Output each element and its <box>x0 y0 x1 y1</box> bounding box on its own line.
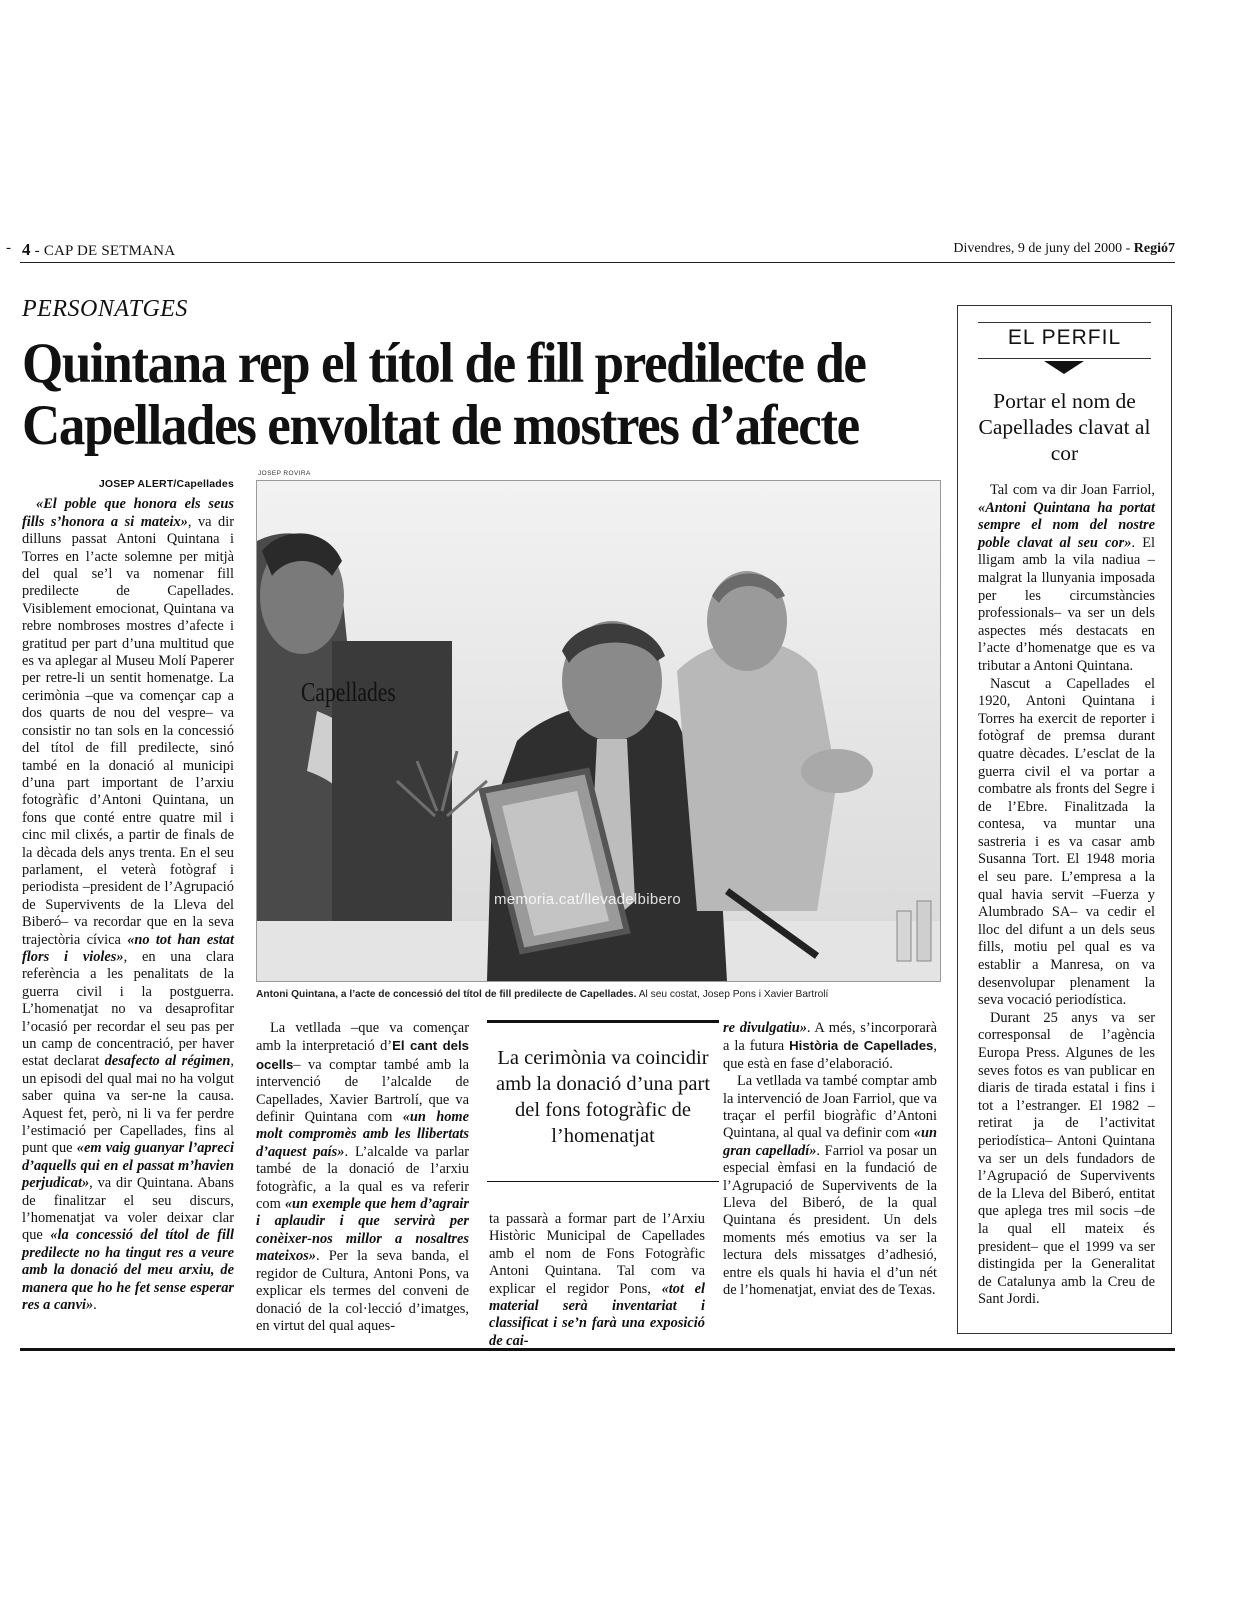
quote: «un gran capelladí» <box>723 1125 937 1159</box>
article-section: PERSONATGES <box>22 296 188 322</box>
page-header-left <box>22 240 175 260</box>
page-header-right <box>953 241 1175 257</box>
quote: «em vaig guanyar l’apreci d’aquells qui en el passat m’havien perjudicat» <box>22 1140 235 1192</box>
body-text: . Per la seva banda, el regidor de Cultura, Antoni Pons, va explicar els termes del conveni de donació de la col·lecció d’imatges, en virtut del qual aques- <box>256 1248 469 1334</box>
header-dash: - <box>6 240 11 256</box>
byline: JOSEP ALERT/Capellades <box>98 478 234 490</box>
section-name: CAP DE SETMANA <box>43 243 176 259</box>
article-column-1 <box>22 476 234 1315</box>
body-text: . El lligam amb la vila nadiua –malgrat la llunyania imposada per les circumstàncies professionals– va ser un dels aspectes més destacats en l’acte d’homenatge que es va tributar a Antoni Quintana. <box>978 534 1156 674</box>
quote: «un home molt compromès amb les llibertats d’aquest país» <box>256 1109 469 1160</box>
quote: re divulgatiu» <box>723 1020 807 1036</box>
headline: Quintana rep el títol de fill predilecte de Capellades envoltat de mostres d’afecte <box>22 332 866 457</box>
sidebar-label: EL PERFIL <box>1007 326 1122 349</box>
page-number: 4 <box>22 240 31 259</box>
sidebar-rule-bottom <box>978 358 1151 359</box>
photo-credit: JOSEP ROVIRA <box>258 470 311 477</box>
newspaper-name: Regió7 <box>1133 241 1175 256</box>
body-text: . <box>93 1297 97 1314</box>
body-text: . L’alcalde va parlar també de la donació de l’arxiu fotogràfic, a la qual es va referir com <box>256 1143 469 1213</box>
body-text: , va dir Quintana. Abans de finalitzar el seu discurs, l’homenatjat va voler deixar clar que <box>22 1175 234 1244</box>
quote: «la concessió del títol de fill predilecte no ha tingut res a veure amb la donació del meu arxiu, de manera que ho he fet sense esperar res a canvi» <box>22 1227 234 1314</box>
body-text: , un episodi del qual mai no ha volgut saber quina va ser-ne la causa. Aquest fet, però, ni li va fer perdre l’estimació per Capellades, fins al punt que <box>22 1053 234 1157</box>
quote: «un exemple que hem d’agrair i aplaudir i que servirà per conèixer-nos millor a nosaltres mateixos» <box>256 1196 469 1265</box>
pull-quote: La cerimònia va coincidir amb la donació d’una part del fons fotogràfic de l’homenatjat <box>487 1020 719 1182</box>
article-column-4 <box>723 1020 937 1300</box>
watermark: memoria.cat/llevadelbibero <box>494 891 682 908</box>
issue-date: Divendres, 9 de juny del 2000 <box>953 241 1123 256</box>
photo-sign-text: Capellades <box>301 677 396 707</box>
bold-title: El cant dels ocells <box>256 1038 470 1072</box>
quote: «El poble que honora els seus fills s’honora a si mateix» <box>22 496 234 530</box>
caption-bold: Antoni Quintana, a l’acte de concessió del títol de fill predilecte de Capellades. <box>256 989 637 1000</box>
body-text: , en una clara referència a les penalitats de la guerra civil i la postguerra. L’homenatjat no va desaprofitar l’ocasió per recordar el seu pas per un camp de concentració, per haver estat declarat <box>22 948 234 1070</box>
article-column-2 <box>256 1020 469 1335</box>
header-separator: - <box>34 243 40 259</box>
photo-caption <box>256 989 946 1000</box>
quote: desafecto al régimen <box>104 1053 231 1070</box>
sidebar-body <box>978 482 1155 1309</box>
sidebar-rule-top <box>978 322 1151 323</box>
sidebar-paragraph: Nascut a Capellades el 1920, Antoni Quintana i Torres ha exercit de reporter i fotògraf de premsa durant quatre dècades. L’esclat de la guerra civil el va portar a combatre als fronts del Segre i de l’Ebre. Finalitzada la contesa, va muntar una sastreria i es va casar amb Susanna Tort. El 1948 moria el seu pare. L’empresa a la qual havia servit –Fuerza y Alumbrado SA– va cedir el lloc del difunt a un dels seus fills, motiu pel qual es va establir a Manresa, on va desenvolupar plenament la seva vocació periodística. <box>978 675 1155 1009</box>
footer-rule <box>20 1348 1175 1351</box>
body-text: , que està en fase d’elaboració. <box>723 1038 938 1072</box>
header-separator-right: - <box>1125 241 1134 256</box>
sidebar-arrow-icon <box>1044 361 1084 374</box>
body-text: La vetllada –que va començar amb la interpretació d’ <box>256 1020 469 1055</box>
quote: «Antoni Quintana ha portat sempre el nom del nostre poble clavat al seu cor» <box>978 499 1155 551</box>
body-text: – va comptar també amb la intervenció de l’alcalde de Capellades, Xavier Bartrolí, que va definir Quintana com <box>256 1056 469 1126</box>
quote: «no tot han estat flors i violes» <box>22 931 234 965</box>
quote: «tot el material serà inventariat i classificat i se’n farà una exposició de cai- <box>489 1280 706 1349</box>
header-rule <box>20 262 1175 263</box>
bold-title: Història de Capellades <box>789 1038 934 1054</box>
body-text: , va dir dilluns passat Antoni Quintana i Torres en l’acte solemne per mitjà del qual se’l va nomenar fill predilecte de Capellades. Visiblement emocionat, Quintana va rebre nombroses mostres d’afecte i gratitud per part d’una multitud que es va aplegar al Museu Molí Paperer per retre-li un sentit homenatge. La cerimònia –que va començar cap a dos quarts de nou del vespre– va consistir no tan sols en la concessió del títol de fill predilecte, sinó també en la donació al municipi d’una part important de l’arxiu fotogràfic d’Antoni Quintana, un fons que conté entre quatre mil i cinc mil clixés, a partir de finals de la dècada dels anys trenta. En el seu parlament, el veterà fotògraf i periodista –president de l’Agrupació de Supervivents de la Lleva del Biberó– va recordar que en la seva trajectòria cívica <box>22 513 234 948</box>
article-column-3 <box>489 1211 705 1350</box>
body-text: Tal com va dir Joan Farriol, <box>990 482 1155 498</box>
body-text: . A més, s’incorporarà a la futura <box>723 1020 937 1055</box>
body-text: . Farriol va posar un especial èmfasi en la fundació de l’Agrupació de Supervivents de la Lleva del Biberó, de la qual Quintana és president. Un dels moments més emotius va ser la lectura dels missatges d’adhesió, entre els quals hi havia el d’un nét de l’homenatjat, enviat des de Texas. <box>723 1142 937 1299</box>
profile-sidebar <box>957 305 1172 1334</box>
caption-rest: Al seu costat, Josep Pons i Xavier Bartrolí <box>636 989 829 1000</box>
sidebar-paragraph: Durant 25 anys va ser corresponsal de l’agència Europa Press. Algunes de les seves fotos es van publicar en diaris de tirada estatal i fins i tot a l’estranger. El 1982 –retirat ja de l’activitat periodística– Antoni Quintana va ser un dels fundadors de l’Agrupació de Supervivents de la Lleva del Biberó, entitat que aplega tres mil socis –de la qual ell mateix és president– que el 1999 va ser distingida per la Generalitat de Catalunya amb la Creu de Sant Jordi. <box>978 1009 1155 1308</box>
body-text: ta passarà a formar part de l’Arxiu Històric Municipal de Capellades amb el nom de Fons Fotogràfic Antoni Quintana. Tal com va explicar el regidor Pons, <box>489 1211 705 1297</box>
sidebar-title: Portar el nom de Capellades clavat al cor <box>978 389 1151 465</box>
body-text: La vetllada va també comptar amb la intervenció de Joan Farriol, que va traçar el perfil biogràfic d’Antoni Quintana, al qual va definir com <box>723 1073 937 1142</box>
